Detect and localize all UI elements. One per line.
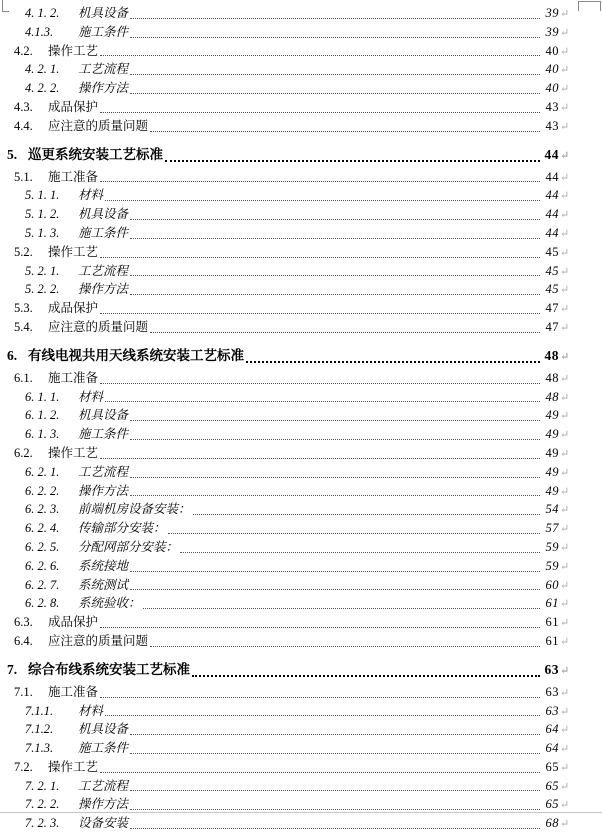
toc-row[interactable] [0, 60, 602, 79]
toc-number: 5. [7, 146, 18, 162]
return-mark-icon: ↵ [560, 799, 570, 812]
toc-title: 有线电视共用天线系统安装工艺标准 [28, 347, 244, 363]
return-mark-icon: ↵ [560, 303, 570, 316]
return-mark-icon: ↵ [560, 64, 570, 77]
return-mark-icon: ↵ [560, 466, 570, 479]
toc-leader [100, 112, 540, 113]
toc-number: 6. 1. 3. [25, 427, 60, 442]
toc-number: 5. 1. 2. [25, 207, 60, 222]
toc-leader [168, 533, 540, 534]
return-mark-icon: ↵ [560, 410, 570, 423]
toc-page: 48 [545, 370, 559, 385]
toc-row[interactable] [0, 98, 602, 117]
toc-page: 60 [545, 577, 559, 592]
toc-number: 5. 1. 1. [25, 188, 60, 203]
toc-number: 7. 2. 2. [25, 797, 60, 812]
toc-page: 49 [545, 445, 559, 460]
toc-page: 64 [545, 722, 559, 737]
toc-number: 6. 2. 6. [25, 558, 60, 573]
toc-page: 61 [545, 615, 559, 630]
toc-number: 6.3. [14, 615, 33, 630]
toc-title: 施工准备 [48, 370, 99, 385]
toc-leader [130, 809, 540, 810]
toc-leader [130, 275, 540, 276]
toc-page: 54 [545, 502, 559, 517]
toc-number: 5. 2. 2. [25, 282, 60, 297]
toc-number: 6. 1. 2. [25, 408, 60, 423]
toc-leader [180, 552, 540, 553]
toc-title: 设备安装 [78, 816, 129, 830]
toc-title: 系统验收： [78, 596, 141, 611]
toc-page: 45 [545, 244, 559, 259]
toc-number: 7. 2. 3. [25, 816, 60, 830]
toc-leader [130, 219, 540, 220]
toc-row[interactable] [0, 576, 602, 595]
return-mark-icon: ↵ [560, 120, 570, 133]
toc-leader [130, 439, 540, 440]
toc-row[interactable] [0, 777, 602, 796]
toc-row[interactable] [0, 814, 602, 833]
toc-number: 4. 1. 2. [25, 6, 60, 20]
toc-leader [150, 131, 540, 132]
return-mark-icon: ↵ [560, 541, 570, 554]
return-mark-icon: ↵ [560, 560, 570, 573]
toc-leader [130, 294, 540, 295]
toc-row[interactable] [0, 318, 602, 337]
toc-number: 4.4. [14, 118, 33, 133]
return-mark-icon: ↵ [560, 391, 570, 404]
toc-number: 5.1. [14, 169, 33, 184]
return-mark-icon: ↵ [560, 504, 570, 517]
toc-page: 47 [545, 319, 559, 334]
return-mark-icon: ↵ [560, 372, 570, 385]
toc-row[interactable] [0, 659, 602, 680]
toc-page: 57 [545, 521, 559, 536]
toc-page: 49 [545, 408, 559, 423]
toc-page: 59 [545, 539, 559, 554]
toc-title: 分配网部分安装： [78, 539, 179, 554]
toc-row[interactable] [0, 482, 602, 501]
toc-row[interactable] [0, 4, 602, 23]
toc-page: 65 [545, 759, 559, 774]
toc-row[interactable] [0, 758, 602, 777]
return-mark-icon: ↵ [560, 429, 570, 442]
toc-title: 应注意的质量问题 [48, 319, 149, 334]
toc-row[interactable] [0, 683, 602, 702]
clipped-toc-row-container [0, 814, 602, 830]
toc-leader [130, 495, 540, 496]
toc-row[interactable] [0, 613, 602, 632]
toc-title: 操作方法 [78, 797, 129, 812]
toc-title: 施工准备 [48, 684, 99, 699]
return-mark-icon: ↵ [560, 227, 570, 240]
return-mark-icon: ↵ [560, 664, 570, 677]
toc-row[interactable] [0, 79, 602, 98]
toc-number: 7.1.3. [25, 741, 54, 756]
toc-page: 68 [545, 816, 559, 830]
toc-page: 48 [544, 347, 559, 363]
return-mark-icon: ↵ [560, 8, 570, 20]
toc-leader [100, 181, 540, 182]
toc-title: 应注意的质量问题 [48, 118, 149, 133]
toc-title: 材料 [78, 389, 104, 404]
toc-row[interactable] [0, 519, 602, 538]
toc-number: 7. [7, 661, 18, 677]
toc-number: 6. 2. 1. [25, 464, 60, 479]
toc-leader [130, 790, 540, 791]
toc-title: 操作方法 [78, 483, 129, 498]
return-mark-icon: ↵ [560, 171, 570, 184]
toc-number: 4.1.3. [25, 24, 54, 39]
toc-page: 44 [545, 188, 559, 203]
toc-number: 7.1.2. [25, 722, 54, 737]
return-mark-icon: ↵ [560, 818, 570, 830]
toc-title: 施工条件 [78, 427, 129, 442]
toc-number: 6. [7, 347, 18, 363]
toc-number: 5. 1. 3. [25, 225, 60, 240]
toc-number: 4.2. [14, 43, 33, 58]
return-mark-icon: ↵ [560, 761, 570, 774]
toc-title: 工艺流程 [78, 62, 129, 77]
toc-row[interactable] [0, 168, 602, 187]
toc-title: 操作工艺 [48, 43, 99, 58]
toc-row[interactable] [0, 144, 602, 165]
toc-number: 6. 2. 8. [25, 596, 60, 611]
toc-number: 7.2. [14, 759, 33, 774]
toc-title: 成品保护 [48, 301, 99, 316]
toc-page: 40 [545, 81, 559, 96]
toc-leader [100, 458, 540, 459]
toc-title: 操作工艺 [48, 244, 99, 259]
return-mark-icon: ↵ [560, 209, 570, 222]
toc-row[interactable] [0, 280, 602, 299]
toc-page: 44 [545, 207, 559, 222]
return-mark-icon: ↵ [560, 350, 570, 363]
toc-title: 材料 [78, 188, 104, 203]
toc-leader [100, 627, 540, 628]
toc-page: 49 [545, 464, 559, 479]
toc-page: 63 [545, 703, 559, 718]
toc-leader [130, 477, 540, 478]
toc-title: 操作工艺 [48, 445, 99, 460]
toc-title: 传输部分安装： [78, 521, 166, 536]
toc-page: 43 [545, 118, 559, 133]
return-mark-icon: ↵ [560, 101, 570, 114]
toc-row[interactable] [0, 299, 602, 318]
toc-number: 5.3. [14, 301, 33, 316]
toc-row[interactable] [0, 702, 602, 721]
toc-page: 43 [545, 99, 559, 114]
toc-leader [193, 514, 540, 515]
return-mark-icon: ↵ [560, 686, 570, 699]
toc-row[interactable] [0, 720, 602, 739]
toc-number: 6.4. [14, 633, 33, 648]
return-mark-icon: ↵ [560, 523, 570, 536]
toc-number: 5.4. [14, 319, 33, 334]
toc-leader [130, 18, 540, 19]
toc-page: 44 [545, 225, 559, 240]
toc-title: 机具设备 [78, 408, 129, 423]
return-mark-icon: ↵ [560, 190, 570, 203]
toc-leader [130, 238, 540, 239]
toc-row[interactable] [0, 632, 602, 651]
toc-leader [192, 675, 540, 677]
toc-row[interactable] [0, 42, 602, 61]
toc-title: 应注意的质量问题 [48, 633, 149, 648]
toc-page: 40 [545, 43, 559, 58]
return-mark-icon: ↵ [560, 598, 570, 611]
toc-leader [100, 313, 540, 314]
toc-leader [100, 697, 540, 698]
toc-number: 7.1.1. [25, 703, 54, 718]
toc-leader [130, 420, 540, 421]
text-boundary-corner-icon [578, 1, 601, 11]
toc-page: 39 [545, 24, 559, 39]
toc-title: 操作方法 [78, 81, 129, 96]
toc-leader [130, 753, 540, 754]
toc-page: 61 [545, 633, 559, 648]
toc-row[interactable] [0, 23, 602, 42]
toc-page: 65 [545, 797, 559, 812]
toc-page: 65 [545, 778, 559, 793]
return-mark-icon: ↵ [560, 724, 570, 737]
toc-row[interactable] [0, 186, 602, 205]
toc-leader [100, 383, 540, 384]
return-mark-icon: ↵ [560, 617, 570, 630]
toc-title: 成品保护 [48, 615, 99, 630]
toc-page: 40 [545, 62, 559, 77]
return-mark-icon: ↵ [560, 705, 570, 718]
toc-title: 机具设备 [78, 6, 129, 20]
toc-leader [130, 734, 540, 735]
toc-row[interactable] [0, 117, 602, 136]
toc-page: 49 [545, 427, 559, 442]
toc-title: 施工条件 [78, 741, 129, 756]
toc-row[interactable] [0, 262, 602, 281]
toc-leader [130, 828, 540, 829]
toc-leader [246, 361, 540, 363]
toc-number: 6. 2. 5. [25, 539, 60, 554]
toc-row[interactable] [0, 205, 602, 224]
toc-leader [130, 589, 540, 590]
toc-row[interactable] [0, 500, 602, 519]
toc-page: 45 [545, 282, 559, 297]
toc-row[interactable] [0, 538, 602, 557]
toc-page: 49 [545, 483, 559, 498]
toc-leader [130, 37, 540, 38]
toc-title: 施工条件 [78, 24, 129, 39]
toc-number: 6. 1. 1. [25, 389, 60, 404]
toc-title: 操作工艺 [48, 759, 99, 774]
return-mark-icon: ↵ [560, 284, 570, 297]
toc-title: 操作方法 [78, 282, 129, 297]
return-mark-icon: ↵ [560, 26, 570, 39]
toc-number: 5. 2. 1. [25, 263, 60, 278]
toc-leader [130, 571, 540, 572]
return-mark-icon: ↵ [560, 743, 570, 756]
return-mark-icon: ↵ [560, 447, 570, 460]
text-boundary-corner-icon [2, 0, 9, 12]
return-mark-icon: ↵ [560, 45, 570, 58]
toc-number: 7. 2. 1. [25, 778, 60, 793]
toc-title: 机具设备 [78, 207, 129, 222]
toc-number: 6.2. [14, 445, 33, 460]
toc-page: 39 [545, 6, 559, 20]
toc-leader [150, 332, 540, 333]
toc-page: 44 [544, 146, 559, 162]
toc-number: 6.1. [14, 370, 33, 385]
toc-number: 6. 2. 2. [25, 483, 60, 498]
return-mark-icon: ↵ [560, 321, 570, 334]
toc-leader [100, 772, 540, 773]
toc-number: 4.3. [14, 99, 33, 114]
toc-title: 综合布线系统安装工艺标准 [28, 661, 190, 677]
toc-leader [165, 160, 540, 162]
toc-row[interactable] [0, 388, 602, 407]
toc-row[interactable] [0, 243, 602, 262]
toc-row[interactable] [0, 369, 602, 388]
toc-row[interactable] [0, 425, 602, 444]
toc-page: 44 [545, 169, 559, 184]
toc-page: 61 [545, 596, 559, 611]
toc-title: 材料 [78, 703, 104, 718]
toc-page: 45 [545, 263, 559, 278]
return-mark-icon: ↵ [560, 635, 570, 648]
toc-page: 63 [544, 661, 559, 677]
toc-title: 系统接地 [78, 558, 129, 573]
toc-number: 4. 2. 2. [25, 81, 60, 96]
toc-page: 59 [545, 558, 559, 573]
toc-title: 施工条件 [78, 225, 129, 240]
toc-row[interactable] [0, 463, 602, 482]
toc-number: 4. 2. 1. [25, 62, 60, 77]
toc-row[interactable] [0, 345, 602, 366]
toc-title: 工艺流程 [78, 464, 129, 479]
toc-title: 系统测试 [78, 577, 129, 592]
toc-number: 7.1. [14, 684, 33, 699]
toc-leader [143, 608, 540, 609]
toc-leader [100, 257, 540, 258]
return-mark-icon: ↵ [560, 83, 570, 96]
toc-row[interactable] [0, 406, 602, 425]
toc-row[interactable] [0, 444, 602, 463]
toc-leader [105, 200, 540, 201]
return-mark-icon: ↵ [560, 265, 570, 278]
return-mark-icon: ↵ [560, 149, 570, 162]
toc-page: 48 [545, 389, 559, 404]
toc-leader [105, 715, 540, 716]
toc-row[interactable] [0, 739, 602, 758]
toc-page: 47 [545, 301, 559, 316]
toc-number: 6. 2. 3. [25, 502, 60, 517]
toc-row[interactable] [0, 557, 602, 576]
toc-title: 成品保护 [48, 99, 99, 114]
toc-leader [130, 93, 540, 94]
toc-leader [130, 74, 540, 75]
toc-title: 前端机房设备安装： [78, 502, 191, 517]
toc-number: 5.2. [14, 244, 33, 259]
toc-title: 施工准备 [48, 169, 99, 184]
page-boundary-line [0, 812, 602, 813]
toc-leader [150, 646, 540, 647]
return-mark-icon: ↵ [560, 485, 570, 498]
toc-title: 巡更系统安装工艺标准 [28, 146, 163, 162]
toc-number: 6. 2. 7. [25, 577, 60, 592]
toc-number: 6. 2. 4. [25, 521, 60, 536]
return-mark-icon: ↵ [560, 579, 570, 592]
toc-leader [100, 55, 540, 56]
toc-page: 63 [545, 684, 559, 699]
toc-page: 64 [545, 741, 559, 756]
toc-row[interactable] [0, 224, 602, 243]
return-mark-icon: ↵ [560, 246, 570, 259]
toc-leader [105, 401, 540, 402]
toc-title: 机具设备 [78, 722, 129, 737]
return-mark-icon: ↵ [560, 780, 570, 793]
toc-row[interactable] [0, 594, 602, 613]
toc-title: 工艺流程 [78, 778, 129, 793]
toc-title: 工艺流程 [78, 263, 129, 278]
